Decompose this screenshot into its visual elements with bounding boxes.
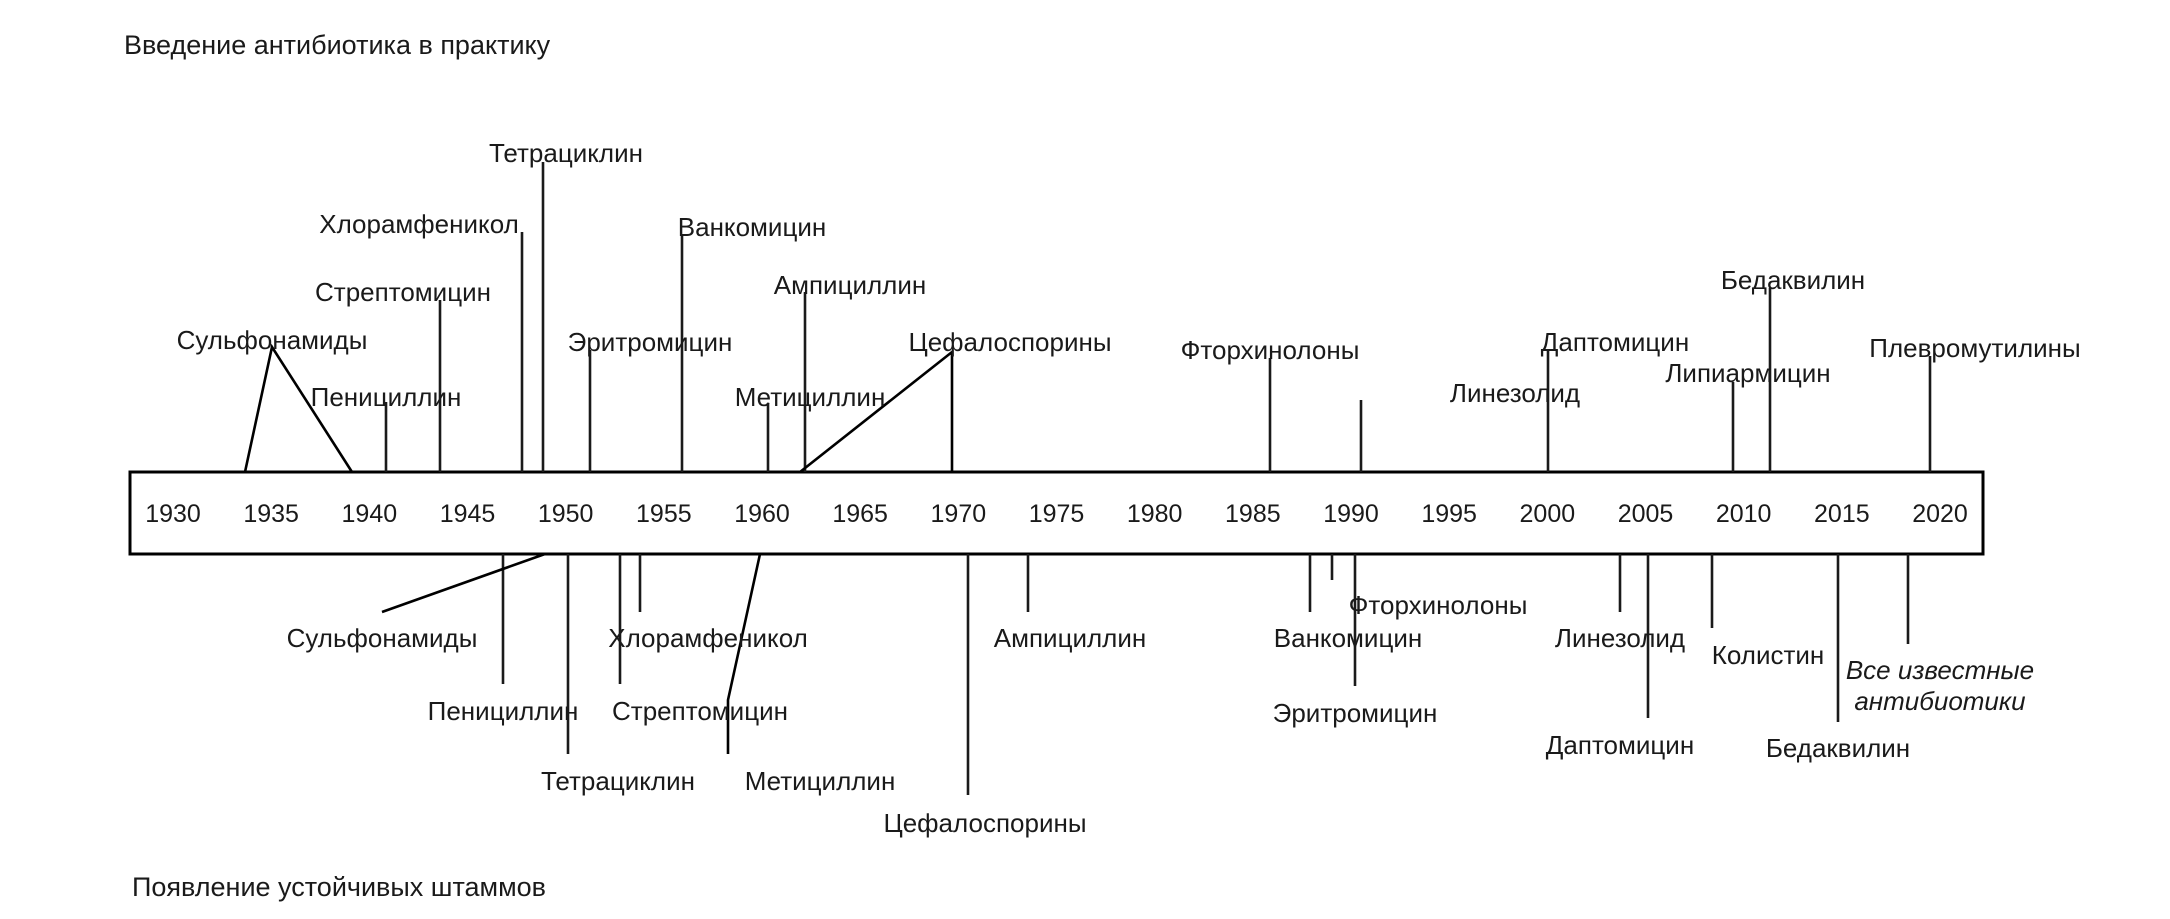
introduction-label: Липиармицин (1665, 358, 1831, 388)
resistance-label: Ампициллин (993, 623, 1147, 653)
introduction-label: Эритромицин (567, 327, 733, 357)
introduction-label: Бедаквилин (1720, 265, 1866, 295)
resistance-label: Метициллин (744, 766, 896, 796)
axis-tick-1970: 1970 (930, 500, 987, 528)
axis-tick-2000: 2000 (1519, 500, 1576, 528)
axis-tick-2020: 2020 (1912, 500, 1968, 528)
resistance-label: Стрептомицин (612, 696, 788, 726)
introduction-label: Ванкомицин (677, 212, 827, 242)
axis-tick-1980: 1980 (1126, 500, 1183, 528)
axis-tick-1950: 1950 (537, 500, 594, 528)
introduction-label: Пенициллин (310, 382, 462, 412)
axis-tick-2015: 2015 (1814, 500, 1870, 528)
axis-tick-1975: 1975 (1028, 500, 1085, 528)
axis-tick-1960: 1960 (734, 500, 790, 528)
resistance-label: Линезолид (1554, 623, 1686, 653)
introduction-label: Даптомицин (1540, 327, 1690, 357)
axis-tick-1935: 1935 (243, 500, 299, 528)
axis-tick-1995: 1995 (1421, 500, 1477, 528)
axis-tick-1965: 1965 (832, 500, 888, 528)
axis-tick-1985: 1985 (1225, 500, 1281, 528)
caption-resistance: Появление устойчивых штаммов (132, 872, 547, 902)
caption-introduction: Введение антибиотика в практику (124, 30, 551, 60)
introduction-label: Хлорамфеникол (319, 209, 519, 239)
introduction-label: Стрептомицин (315, 277, 491, 307)
introduction-label: Линезолид (1449, 378, 1581, 408)
resistance-label: Цефалоспорины (883, 808, 1087, 838)
resistance-label: Тетрациклин (541, 766, 695, 796)
introduction-label: Метициллин (734, 382, 886, 412)
resistance-label: Фторхинолоны (1348, 590, 1528, 620)
axis-tick-1945: 1945 (439, 500, 496, 528)
resistance-label: Ванкомицин (1273, 623, 1423, 653)
introduction-label: Фторхинолоны (1180, 335, 1360, 365)
resistance-label: Даптомицин (1545, 730, 1695, 760)
sulfonamides-diagonal (382, 554, 545, 612)
resistance-label: Все известные антибиотики (1845, 655, 2035, 716)
resistance-label: Сульфонамиды (286, 623, 478, 653)
resistance-label: Пенициллин (427, 696, 579, 726)
axis-tick-1940: 1940 (341, 500, 398, 528)
resistance-label: Хлорамфеникол (608, 623, 808, 653)
axis-tick-1990: 1990 (1323, 500, 1379, 528)
introduction-label: Сульфонамиды (176, 325, 368, 355)
introduction-label: Тетрациклин (489, 138, 643, 168)
resistance-label: Бедаквилин (1765, 733, 1911, 763)
introduction-label: Цефалоспорины (908, 327, 1112, 357)
axis-tick-1930: 1930 (145, 500, 201, 528)
axis-tick-1955: 1955 (636, 500, 692, 528)
introduction-label: Ампициллин (773, 270, 927, 300)
resistance-label: Колистин (1711, 640, 1825, 670)
axis-tick-2010: 2010 (1715, 500, 1772, 528)
axis-tick-2005: 2005 (1617, 500, 1674, 528)
resistance-label: Эритромицин (1272, 698, 1438, 728)
introduction-label: Плевромутилины (1869, 333, 2081, 363)
